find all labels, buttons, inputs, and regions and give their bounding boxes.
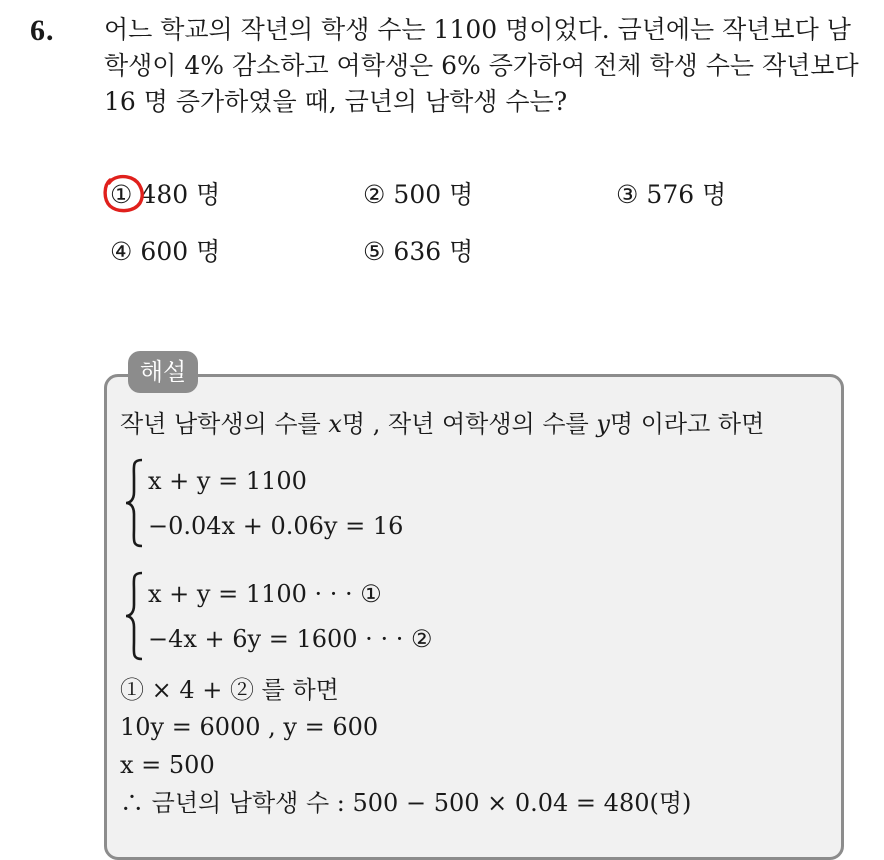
question-text — [104, 12, 874, 120]
system1-eq1: x + y = 1100 — [148, 467, 307, 495]
choice-5-value: 636 명 — [393, 237, 474, 266]
question-line-2: 학생이 4% 감소하고 여학생은 6% 증가하여 전체 학생 수는 작년보다 — [104, 51, 859, 80]
choice-2[interactable] — [363, 177, 473, 213]
solution-intro — [120, 407, 764, 441]
solution-x-line: x = 500 — [120, 751, 215, 779]
question-line-1: 어느 학교의 작년의 학생 수는 1100 명이었다. 금년에는 작년보다 남 — [104, 15, 851, 44]
choice-1-label: ① — [110, 180, 133, 209]
choice-1[interactable] — [110, 177, 220, 213]
system2-eq1: x + y = 1100 · · · ① — [148, 580, 382, 608]
solution-y-line: 10y = 6000 , y = 600 — [120, 713, 379, 741]
system2-eq2: −4x + 6y = 1600 · · · ② — [148, 625, 433, 653]
choice-3-label: ③ — [616, 180, 639, 209]
choice-4-value: 600 명 — [140, 237, 221, 266]
solution-answer-line: ∴ 금년의 남학생 수 : 500 − 500 × 0.04 = 480(명) — [120, 789, 692, 817]
solution-combine-line: ① × 4 + ② 를 하면 — [120, 676, 339, 704]
brace-system-1 — [124, 458, 144, 548]
question-number: 6. — [30, 14, 55, 47]
intro-text-3: 명 이라고 하면 — [609, 410, 765, 438]
choice-5[interactable] — [363, 234, 473, 270]
intro-text-2: 명 , 작년 여학생의 수를 — [341, 410, 597, 438]
choice-3[interactable] — [616, 177, 726, 213]
intro-text-1: 작년 남학생의 수를 — [120, 410, 329, 438]
choice-5-label: ⑤ — [363, 237, 386, 266]
intro-var-y: y — [596, 410, 610, 438]
choice-2-value: 500 명 — [393, 180, 474, 209]
choice-1-value: 480 명 — [140, 180, 221, 209]
question-line-3: 16 명 증가하였을 때, 금년의 남학생 수는? — [104, 87, 568, 116]
intro-var-x: x — [328, 410, 342, 438]
system1-eq2: −0.04x + 0.06y = 16 — [148, 512, 404, 540]
choice-2-label: ② — [363, 180, 386, 209]
brace-system-2 — [124, 571, 144, 661]
choice-4-label: ④ — [110, 237, 133, 266]
choice-3-value: 576 명 — [646, 180, 727, 209]
solution-badge: 해설 — [128, 351, 198, 393]
choice-4[interactable] — [110, 234, 220, 270]
